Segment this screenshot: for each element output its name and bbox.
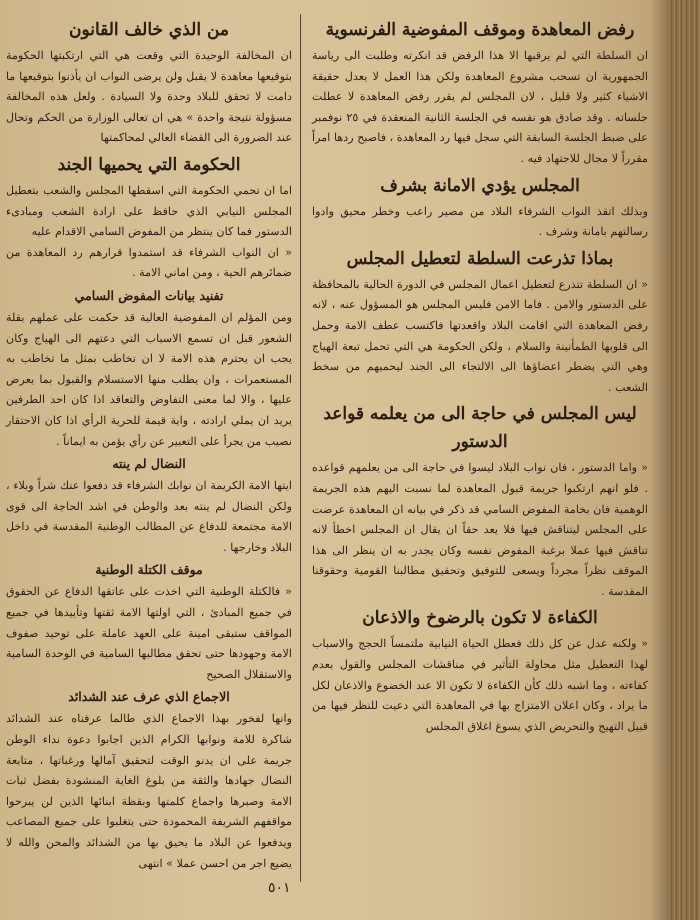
paragraph: ايتها الامة الكريمة ان نوابك الشرفاء قد دفعوا عنك شراً وبلاء ، ولكن النضال لم ينته بعد والوطن في اشد الحاجة الى قوى الامة مجتمعة للدفاع عن المطالب الوطنية المقدسة في داخل البلاد وخارجها .: [6, 479, 292, 554]
paragraph: « واما الدستور ، فان نواب البلاد ليسوا في حاجة الى من يعلمهم قواعده . فلو انهم ارتكبوا جريمة قبول المعاهدة لما نسبت اليهم هذه الجريمة الوهمية فان بخامة المفوض السامي قد ذكر في بيانه ان المعاهدة عرضت على المجلس ليتناقش فيها فلا يعد حقاً ان يقال ان المجلس اخطأ لانه تناقش فيها عملا برغبة المفوض نفسه وكان يجدر به ان ينظر الى هذا الموقف نظراً مجرداً ويسعى للتوفيق وتحقيق مطالبنا القومية وحقوقنا المقدسة .: [312, 461, 648, 598]
column-divider: [300, 14, 301, 882]
paragraph: « ان السلطة تتذرع لتعطيل اعمال المجلس في الدورة الحالية بالمحافظة على الدستور والامن . فاما الامن فليس المجلس هو المسؤول عنه ، لانه رفض المعاهدة التي اقامت البلاد واقعدتها فاكتسب عطف الامة وحمل الى قلوبها الطمأنينة والسلام ، ولكن الحكومة هي التي تحمل تبعة الهياج وهي التي يضطر اعضاؤها الى الالتجاء الى الجند ليحميهم من سخط الشعب .: [312, 277, 648, 394]
section-heading: تفنيد بيانات المفوض السامي: [74, 287, 224, 303]
page-number: ٥٠١: [268, 880, 291, 896]
section-heading: المجلس يؤدي الامانة بشرف: [380, 175, 580, 196]
section-heading: ليس المجلس في حاجة الى من يعلمه قواعد الدستور: [323, 404, 637, 453]
section-heading: الاجماع الذي عرف عند الشدائد: [68, 689, 230, 705]
section-heading: موقف الكتلة الوطنية: [95, 562, 203, 578]
paragraph: وانها لفخور بهذا الاجماع الذي طالما عرفناه عند الشدائد شاكرة للامة ونوابها الكرام الذين اجابوا دعوة نداء الوطن جريمة على ان يدنو الوقت لتحقيق آمالها ورغباتها ، متابعة النضال جهادها والثقة من بلوغ الغاية المنشودة بفضل ثبات الامة وصبرها واجماع كلمتها وبقظة ابنائها الذين لن يبرحوا مواقفهم الشريفة المحمودة حتى يتغلبوا على جميع المصاعب ويدفعوا عن البلاد ما يحيق بها من الشدائد والمحن والله لا يضيع اجر من احسن عملا » انتهى: [6, 712, 292, 870]
section-heading: رفض المعاهدة وموقف المفوضية الفرنسوية: [325, 20, 635, 40]
section-heading: بماذا تذرعت السلطة لتعطيل المجلس: [346, 248, 614, 269]
paragraph: ان السلطة التي لم يرقبها الا هذا الرفض قد انكرته وطلبت الى رياسة الجمهورية ان تسحب مشروع المعاهدة ولكن هذا العمل لا يعدل حقيقة الاشياء كثير ولا قليل ، لان المجلس لم يقرر رفض المعاهدة لا عطلت جلساته . وقد صادق هو نفسه في الجلسة الثانية المنعقدة في ٢٥ نوفمبر على ضبط الجلسة السابقة التي سجل فيها رد المعاهدة ، فاصبح ردها امراً مقرراً لا مجال للاجتهاد فيه .: [312, 49, 648, 165]
section-heading: من الذي خالف القانون: [68, 20, 230, 40]
paragraph: اما ان تحمي الحكومة التي اسقطها المجلس والشعب بتعطيل المجلس النيابي الذي حافظ على ارادة الشعب ومبادىء الدستور فما كان ينتظر من المفوض السامي الاقدام عليه: [6, 183, 292, 239]
paragraph: ومن المؤلم ان المفوضية العالية قد حكمت على عملهم بقلة الشعور قبل ان تسمع الاسباب التي دعتهم الى الهياج وكان يجب ان يحترم هذه الامة لا ان تخاطب بمثل ما تخاطب به المستعمرات ، وان يطلب منها الاستسلام والقبول بما يعرض عليها ، والا لما معنى التفاوض والتعاقد اذا كان احد الطرفين يريد ان يملي ارادته ، واية قيمة للحرية الرأي اذا كان الاحتقار نصيب من يجرأ على التعبير عن رأي يؤمن به ايماناً .: [6, 310, 292, 448]
section-heading: الكفاءة لا تكون بالرضوخ والاذعان: [362, 608, 598, 629]
paragraph: « فالكتلة الوطنية التي اخذت على عاتقها الدفاع عن الحقوق في جميع المبادئ ، التي اولتها الامة ثقتها وتأييدها في جميع المواقف ستبقى امينة على العهد عاملة على توحيد صفوف الامة وجهودها حتى تحقق مطالبها السامية في الوحدة السامية والاستقلال الصحيح: [6, 585, 292, 681]
section-heading: النضال لم ينته: [112, 456, 186, 472]
paragraph: وبذلك اتقذ النواب الشرفاء البلاد من مصير راعب وخطر محيق وادوا رسالتهم بامانة وشرف .: [312, 204, 648, 239]
section-heading: الحكومة التي يحميها الجند: [57, 154, 241, 175]
spine-shadow: [650, 0, 668, 920]
right-column: [312, 14, 648, 737]
book-page-edges: [668, 0, 700, 920]
paragraph: ان المخالفة الوحيدة التي وقعت هي التي ارتكبتها الحكومة بتوقيعها معاهدة لا يقبل ولن يرضى النواب ان يأذنوا بتوقيعها ما دامت لا تحقق للبلاد وحدة ولا السيادة . ولعل هذه المخالفة مسؤولة نتيجة واحدة » هي ان تعالى الوزارة من الحكم وتحال عند الضرورة الى القضاء العالي لمحاكمتها: [6, 49, 292, 145]
paragraph: « ولكنه عدل عن كل ذلك فعطل الحياة النيابية ملتمساً الحجج والاسباب لهذا التعطيل مثل محاولة التأثير في مناقشات المجلس والقول بعدم كفاءته ، وما اشبه ذلك كأن الكفاءة لا تكون الا عند الخضوع والاذعان لكل ما يراد ، وكان اعلان الامتزاج بها في المعاهدة التي دعيت للنظر فيها من قبيل التهيج والتحريض الذي يسوغ اغلاق المجلس: [312, 637, 648, 733]
left-column: [6, 14, 292, 874]
paragraph: « ان النواب الشرفاء قد استمدوا قرارهم رد المعاهدة من ضمائرهم الحية ، ومن اماني الامة .: [6, 245, 292, 280]
